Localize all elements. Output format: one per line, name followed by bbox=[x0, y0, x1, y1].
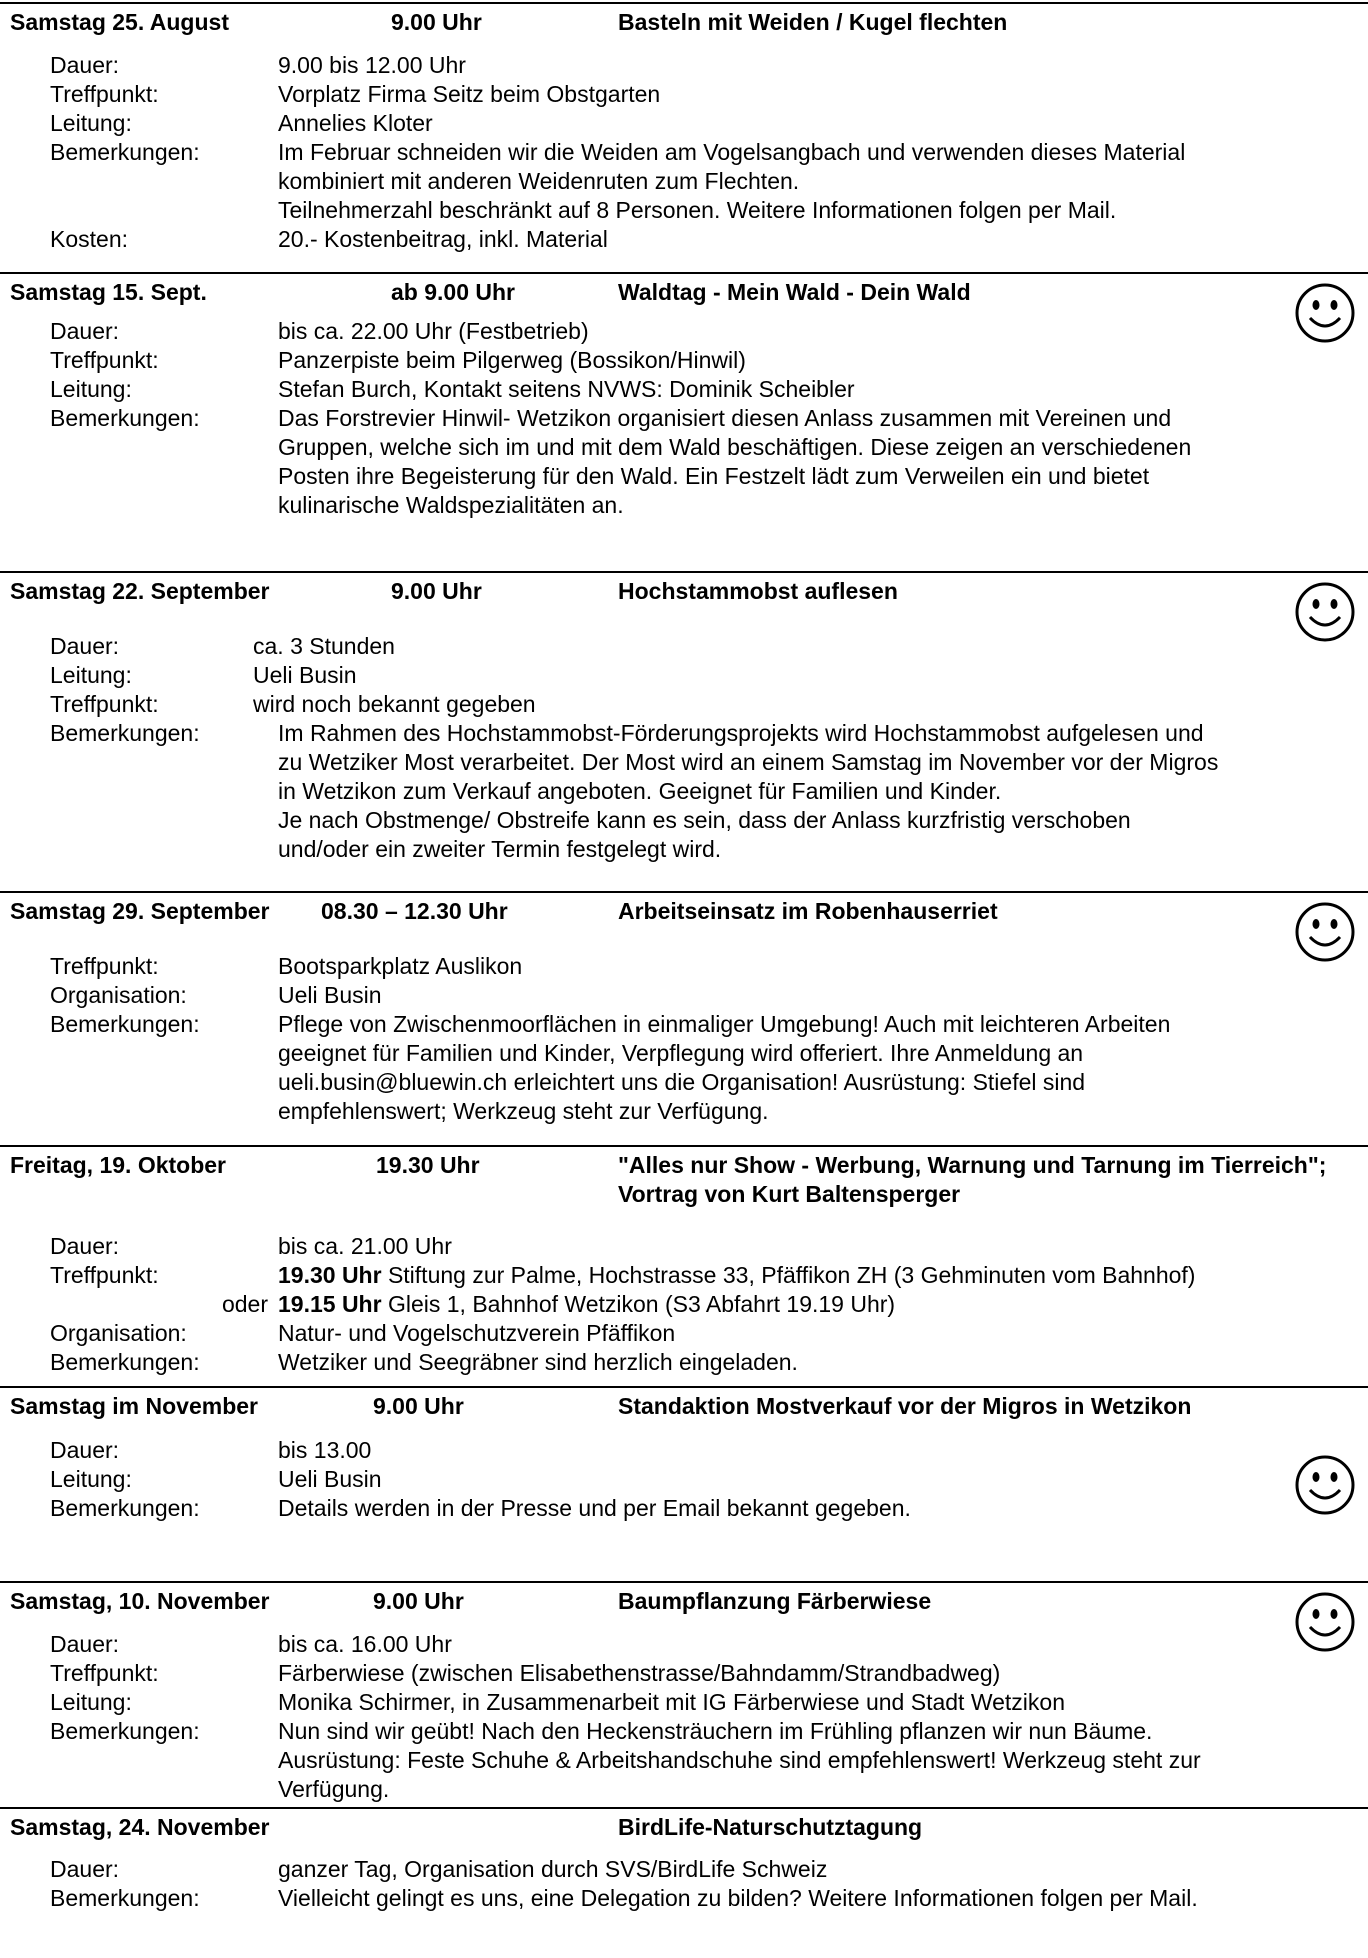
field-value: Im Februar schneiden wir die Weiden am Vogelsangbach und verwenden dieses Material bbox=[278, 139, 1186, 165]
field-value: Ausrüstung: Feste Schuhe & Arbeitshandschuhe sind empfehlenswert! Werkzeug steht zur bbox=[278, 1747, 1201, 1773]
field-value: Bootsparkplatz Auslikon bbox=[278, 953, 523, 979]
field-value: geeignet für Familien und Kinder, Verpflegung wird offeriert. Ihre Anmeldung an bbox=[278, 1040, 1084, 1066]
field-value: ganzer Tag, Organisation durch SVS/BirdLife Schweiz bbox=[278, 1856, 828, 1882]
field-value: 9.00 bis 12.00 Uhr bbox=[278, 52, 466, 78]
field-label: Dauer: bbox=[50, 1437, 120, 1463]
field-value: Annelies Kloter bbox=[278, 110, 433, 136]
field-value: Natur- und Vogelschutzverein Pfäffikon bbox=[278, 1320, 676, 1346]
divider bbox=[0, 1145, 1368, 1147]
event-time: 19.30 Uhr bbox=[376, 1152, 480, 1178]
event-title: Arbeitseinsatz im Robenhauserriet bbox=[618, 898, 998, 924]
field-value: Details werden in der Presse und per Email bekannt gegeben. bbox=[278, 1495, 911, 1521]
field-label: Dauer: bbox=[50, 1631, 120, 1657]
field-value: Nun sind wir geübt! Nach den Heckensträuchern im Frühling pflanzen wir nun Bäume. bbox=[278, 1718, 1153, 1744]
field-value: Gleis 1, Bahnhof Wetzikon (S3 Abfahrt 19.19 Uhr) bbox=[387, 1291, 896, 1317]
field-label: Leitung: bbox=[50, 662, 132, 688]
divider bbox=[0, 571, 1368, 573]
event-date: Samstag, 10. November bbox=[10, 1588, 270, 1614]
event-date: Samstag 15. Sept. bbox=[10, 279, 207, 305]
meeting-time: 19.15 Uhr bbox=[278, 1291, 382, 1317]
event-time: 9.00 Uhr bbox=[391, 578, 482, 604]
field-label: Dauer: bbox=[50, 633, 120, 659]
field-value: Stiftung zur Palme, Hochstrasse 33, Pfäffikon ZH (3 Gehminuten vom Bahnhof) bbox=[387, 1262, 1196, 1288]
field-label: Dauer: bbox=[50, 318, 120, 344]
field-label: Dauer: bbox=[50, 52, 120, 78]
field-value: Posten ihre Begeisterung für den Wald. Ein Festzelt lädt zum Verweilen ein und bietet bbox=[278, 463, 1150, 489]
field-value: kulinarische Waldspezialitäten an. bbox=[278, 492, 624, 518]
field-value: Stefan Burch, Kontakt seitens NVWS: Dominik Scheibler bbox=[278, 376, 855, 402]
event-date: Freitag, 19. Oktober bbox=[10, 1152, 227, 1178]
event-time: 9.00 Uhr bbox=[391, 9, 482, 35]
field-label: Bemerkungen: bbox=[50, 1495, 200, 1521]
field-label: Treffpunkt: bbox=[50, 691, 159, 717]
field-value: in Wetzikon zum Verkauf angeboten. Geeignet für Familien und Kinder. bbox=[278, 778, 1002, 804]
field-value: empfehlenswert; Werkzeug steht zur Verfügung. bbox=[278, 1098, 769, 1124]
field-label: Bemerkungen: bbox=[50, 1718, 200, 1744]
event-title: "Alles nur Show - Werbung, Warnung und Tarnung im Tierreich"; Vortrag von Kurt Baltensperger bbox=[618, 1152, 1327, 1207]
event-title: BirdLife-Naturschutztagung bbox=[618, 1814, 923, 1840]
field-value: Vielleicht gelingt es uns, eine Delegation zu bilden? Weitere Informationen folgen per Mail. bbox=[278, 1885, 1198, 1911]
field-value: bis ca. 21.00 Uhr bbox=[278, 1233, 452, 1259]
field-label: Bemerkungen: bbox=[50, 1349, 200, 1375]
field-value: 20.- Kostenbeitrag, inkl. Material bbox=[278, 226, 608, 252]
event-title: Baumpflanzung Färberwiese bbox=[618, 1588, 932, 1614]
divider bbox=[0, 272, 1368, 274]
event-time: 9.00 Uhr bbox=[373, 1393, 464, 1419]
event-title: Hochstammobst auflesen bbox=[618, 578, 898, 604]
field-value: Ueli Busin bbox=[278, 982, 382, 1008]
field-value: Vorplatz Firma Seitz beim Obstgarten bbox=[278, 81, 661, 107]
divider bbox=[0, 1581, 1368, 1583]
field-value: bis ca. 22.00 Uhr (Festbetrieb) bbox=[278, 318, 589, 344]
divider bbox=[0, 1386, 1368, 1388]
field-value: bis ca. 16.00 Uhr bbox=[278, 1631, 452, 1657]
field-label: Leitung: bbox=[50, 1689, 132, 1715]
event-date: Samstag, 24. November bbox=[10, 1814, 270, 1840]
event-date: Samstag 22. September bbox=[10, 578, 270, 604]
event-title: Waldtag - Mein Wald - Dein Wald bbox=[618, 279, 971, 305]
event-date: Samstag 25. August bbox=[10, 9, 229, 35]
field-label: Organisation: bbox=[50, 1320, 187, 1346]
field-value: Verfügung. bbox=[278, 1776, 390, 1802]
field-value: Pflege von Zwischenmoorflächen in einmaliger Umgebung! Auch mit leichteren Arbeiten bbox=[278, 1011, 1171, 1037]
divider bbox=[0, 2, 1368, 4]
meeting-time: 19.30 Uhr bbox=[278, 1262, 382, 1288]
field-value: zu Wetziker Most verarbeitet. Der Most wird an einem Samstag im November vor der Migros bbox=[278, 749, 1219, 775]
field-value: Je nach Obstmenge/ Obstreife kann es sein, dass der Anlass kurzfristig verschoben bbox=[278, 807, 1131, 833]
field-label: Leitung: bbox=[50, 376, 132, 402]
field-label: Leitung: bbox=[50, 110, 132, 136]
field-label: oder bbox=[221, 1291, 268, 1317]
field-label: Organisation: bbox=[50, 982, 187, 1008]
field-label: Treffpunkt: bbox=[50, 1660, 159, 1686]
field-value: Monika Schirmer, in Zusammenarbeit mit IG Färberwiese und Stadt Wetzikon bbox=[278, 1689, 1065, 1715]
field-label: Bemerkungen: bbox=[50, 139, 200, 165]
field-value: Panzerpiste beim Pilgerweg (Bossikon/Hinwil) bbox=[278, 347, 746, 373]
field-value: wird noch bekannt gegeben bbox=[253, 691, 536, 717]
field-label: Treffpunkt: bbox=[50, 81, 159, 107]
field-value: ueli.busin@bluewin.ch erleichtert uns die Organisation! Ausrüstung: Stiefel sind bbox=[278, 1069, 1086, 1095]
event-title: Standaktion Mostverkauf vor der Migros in Wetzikon bbox=[618, 1393, 1192, 1419]
divider bbox=[0, 1807, 1368, 1809]
field-value: und/oder ein zweiter Termin festgelegt wird. bbox=[278, 836, 722, 862]
field-value: Gruppen, welche sich im und mit dem Wald beschäftigen. Diese zeigen an verschiedenen bbox=[278, 434, 1192, 460]
divider bbox=[0, 891, 1368, 893]
field-label: Treffpunkt: bbox=[50, 347, 159, 373]
event-title: Basteln mit Weiden / Kugel flechten bbox=[618, 9, 1008, 35]
event-time: ab 9.00 Uhr bbox=[391, 279, 515, 305]
field-value: Das Forstrevier Hinwil- Wetzikon organisiert diesen Anlass zusammen mit Vereinen und bbox=[278, 405, 1172, 431]
field-label: Bemerkungen: bbox=[50, 405, 200, 431]
event-time: 08.30 – 12.30 Uhr bbox=[321, 898, 508, 924]
field-value: bis 13.00 bbox=[278, 1437, 372, 1463]
field-label: Bemerkungen: bbox=[50, 1011, 200, 1037]
field-value: Teilnehmerzahl beschränkt auf 8 Personen. Weitere Informationen folgen per Mail. bbox=[278, 197, 1117, 223]
event-date: Samstag 29. September bbox=[10, 898, 270, 924]
field-label: Kosten: bbox=[50, 226, 128, 252]
field-label: Treffpunkt: bbox=[50, 1262, 159, 1288]
field-label: Treffpunkt: bbox=[50, 953, 159, 979]
field-value: Wetziker und Seegräbner sind herzlich eingeladen. bbox=[278, 1349, 798, 1375]
field-value: ca. 3 Stunden bbox=[253, 633, 395, 659]
field-value: Ueli Busin bbox=[253, 662, 357, 688]
field-value: Im Rahmen des Hochstammobst-Förderungsprojekts wird Hochstammobst aufgelesen und bbox=[278, 720, 1204, 746]
field-label: Dauer: bbox=[50, 1233, 120, 1259]
event-time: 9.00 Uhr bbox=[373, 1588, 464, 1614]
field-value: kombiniert mit anderen Weidenruten zum Flechten. bbox=[278, 168, 800, 194]
event-date: Samstag im November bbox=[10, 1393, 258, 1419]
field-label: Dauer: bbox=[50, 1856, 120, 1882]
field-label: Bemerkungen: bbox=[50, 720, 200, 746]
field-value: Ueli Busin bbox=[278, 1466, 382, 1492]
field-value: Färberwiese (zwischen Elisabethenstrasse/Bahndamm/Strandbadweg) bbox=[278, 1660, 1001, 1686]
field-label: Bemerkungen: bbox=[50, 1885, 200, 1911]
field-label: Leitung: bbox=[50, 1466, 132, 1492]
